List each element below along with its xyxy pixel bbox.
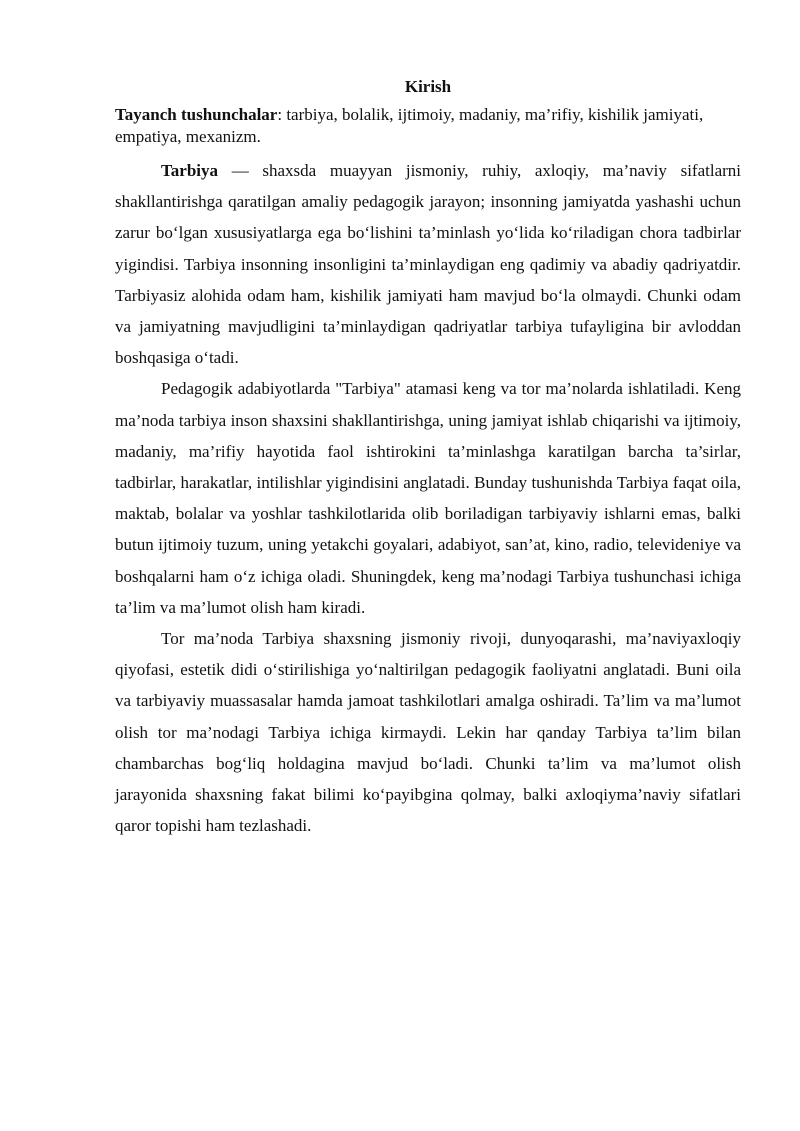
keywords-text: : tarbiya, bolalik, ijtimoiy, madaniy, ma’rifiy, kishilik jamiyati, empatiya, mexanizm. (115, 105, 704, 146)
paragraph-broad-meaning: Pedagogik adabiyotlarda "Tarbiya" atamasi keng va tor ma’nolarda ishlatiladi. Keng ma’noda tarbiya inson shaxsini shakllantirishga, uning jamiyat ishlab chiqarishi va ijtimoiy, madaniy, ma’rifiy hayotida faol ishtirokini ta’minlashga karatilgan barcha ta’sirlar, tadbirlar, harakatlar, intilishlar yigindisini anglatadi. Bunday tushunishda Tarbiya faqat oila, maktab, bolalar va yoshlar tashkilotlarida olib boriladigan tarbiyaviy ishlarni emas, balki butun ijtimoiy tuzum, uning yetakchi goyalari, adabiyot, san’at, kino, radio, televideniye va boshqalarni ham o‘z ichiga oladi. Shuningdek, keng ma’nodagi Tarbiya tushunchasi ichiga ta’lim va ma’lumot olish ham kiradi. (115, 379, 741, 617)
keywords-label: Tayanch tushunchalar (115, 105, 278, 124)
paragraph-lead-term: Tarbiya (161, 161, 219, 180)
keywords-line (115, 104, 741, 148)
paragraph-text: — shaxsda muayyan jismoniy, ruhiy, axloqiy, ma’naviy sifatlarni shakllantirishga qaratilgan amaliy pedagogik jarayon; insonning jamiyatda yashashi uchun zarur bo‘lgan xususiyatlarga ega bo‘lishini ta’minlash yo‘lida ko‘riladigan chora tadbirlar yigindisi. Tarbiya insonning insonligini ta’minlaydigan eng qadimiy va abadiy qadriyatdir. Tarbiyasiz alohida odam ham, kishilik jamiyati ham mavjud bo‘la olmaydi. Chunki odam va jamiyatning mavjudligini ta’minlaydigan qadriyatlar tarbiya tufayligina bir avloddan boshqasiga o‘tadi. (115, 161, 741, 368)
paragraph-tarbiya-definition (115, 155, 741, 373)
page-title: Kirish (404, 77, 452, 96)
paragraph-narrow-meaning: Tor ma’noda Tarbiya shaxsning jismoniy rivoji, dunyoqarashi, ma’naviyaxloqiy qiyofasi, estetik didi o‘stirilishiga yo‘naltirilgan pedagogik faoliyatni anglatadi. Buni oila va tarbiyaviy muassasalar hamda jamoat tashkilotlari amalga oshiradi. Ta’lim va ma’lumot olish tor ma’nodagi Tarbiya ichiga kirmaydi. Lekin har qanday Tarbiya ta’lim bilan chambarchas bog‘liq holdagina mavjud bo‘ladi. Chunki ta’lim va ma’lumot olish jarayonida shaxsning fakat bilimi ko‘payibgina qolmay, balki axloqiyma’naviy sifatlari qaror topishi ham tezlashadi. (115, 629, 741, 836)
document-page (115, 76, 741, 841)
